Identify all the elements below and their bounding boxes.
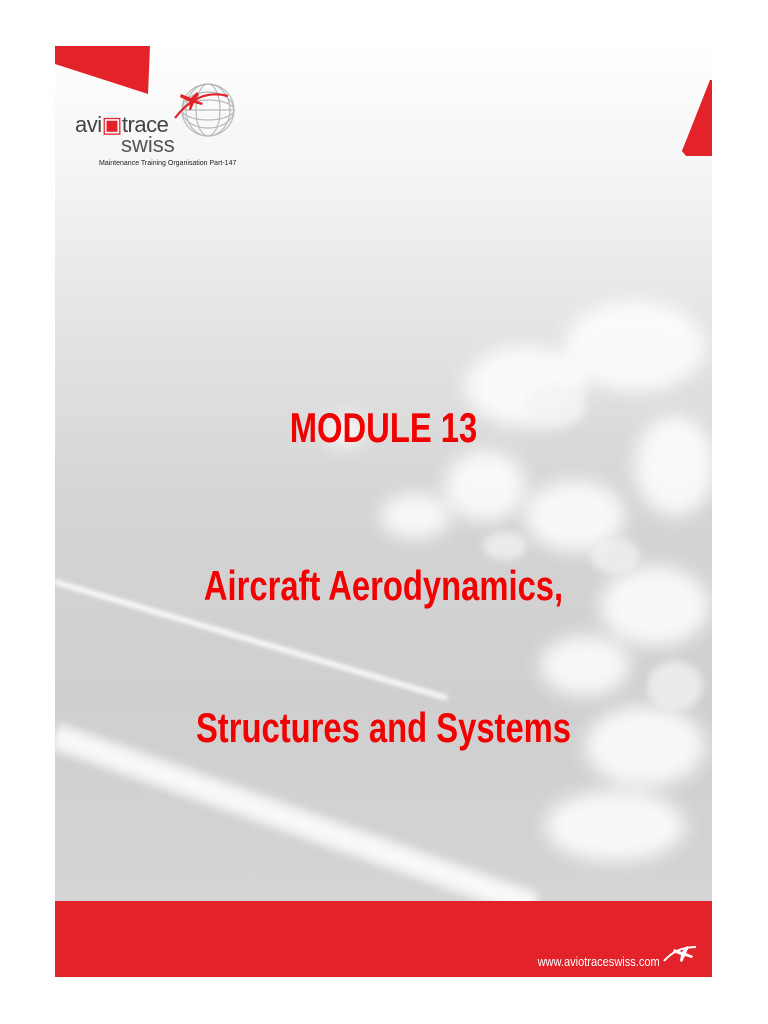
module-title: MODULE 13 — [289, 404, 478, 451]
logo-swiss: swiss — [121, 132, 175, 157]
footer-bar — [55, 901, 712, 977]
aviotrace-logo — [63, 48, 243, 178]
swiss-cross-icon: ▣ — [101, 112, 122, 137]
red-corner-shape-right — [682, 46, 712, 156]
footer-website-link[interactable]: www.aviotraceswiss.com — [537, 954, 660, 969]
module-subtitle-line2: Structures and Systems — [195, 704, 572, 751]
sky-background — [55, 46, 712, 977]
logo-word-part1: avi — [75, 112, 102, 137]
plane-icon — [662, 939, 698, 971]
slide-cover — [55, 46, 712, 977]
logo-word-part2: trace — [121, 112, 169, 137]
module-subtitle-line1: Aircraft Aerodynamics, — [203, 562, 564, 609]
logo-tagline: Maintenance Training Organisation Part-147 — [99, 160, 237, 167]
